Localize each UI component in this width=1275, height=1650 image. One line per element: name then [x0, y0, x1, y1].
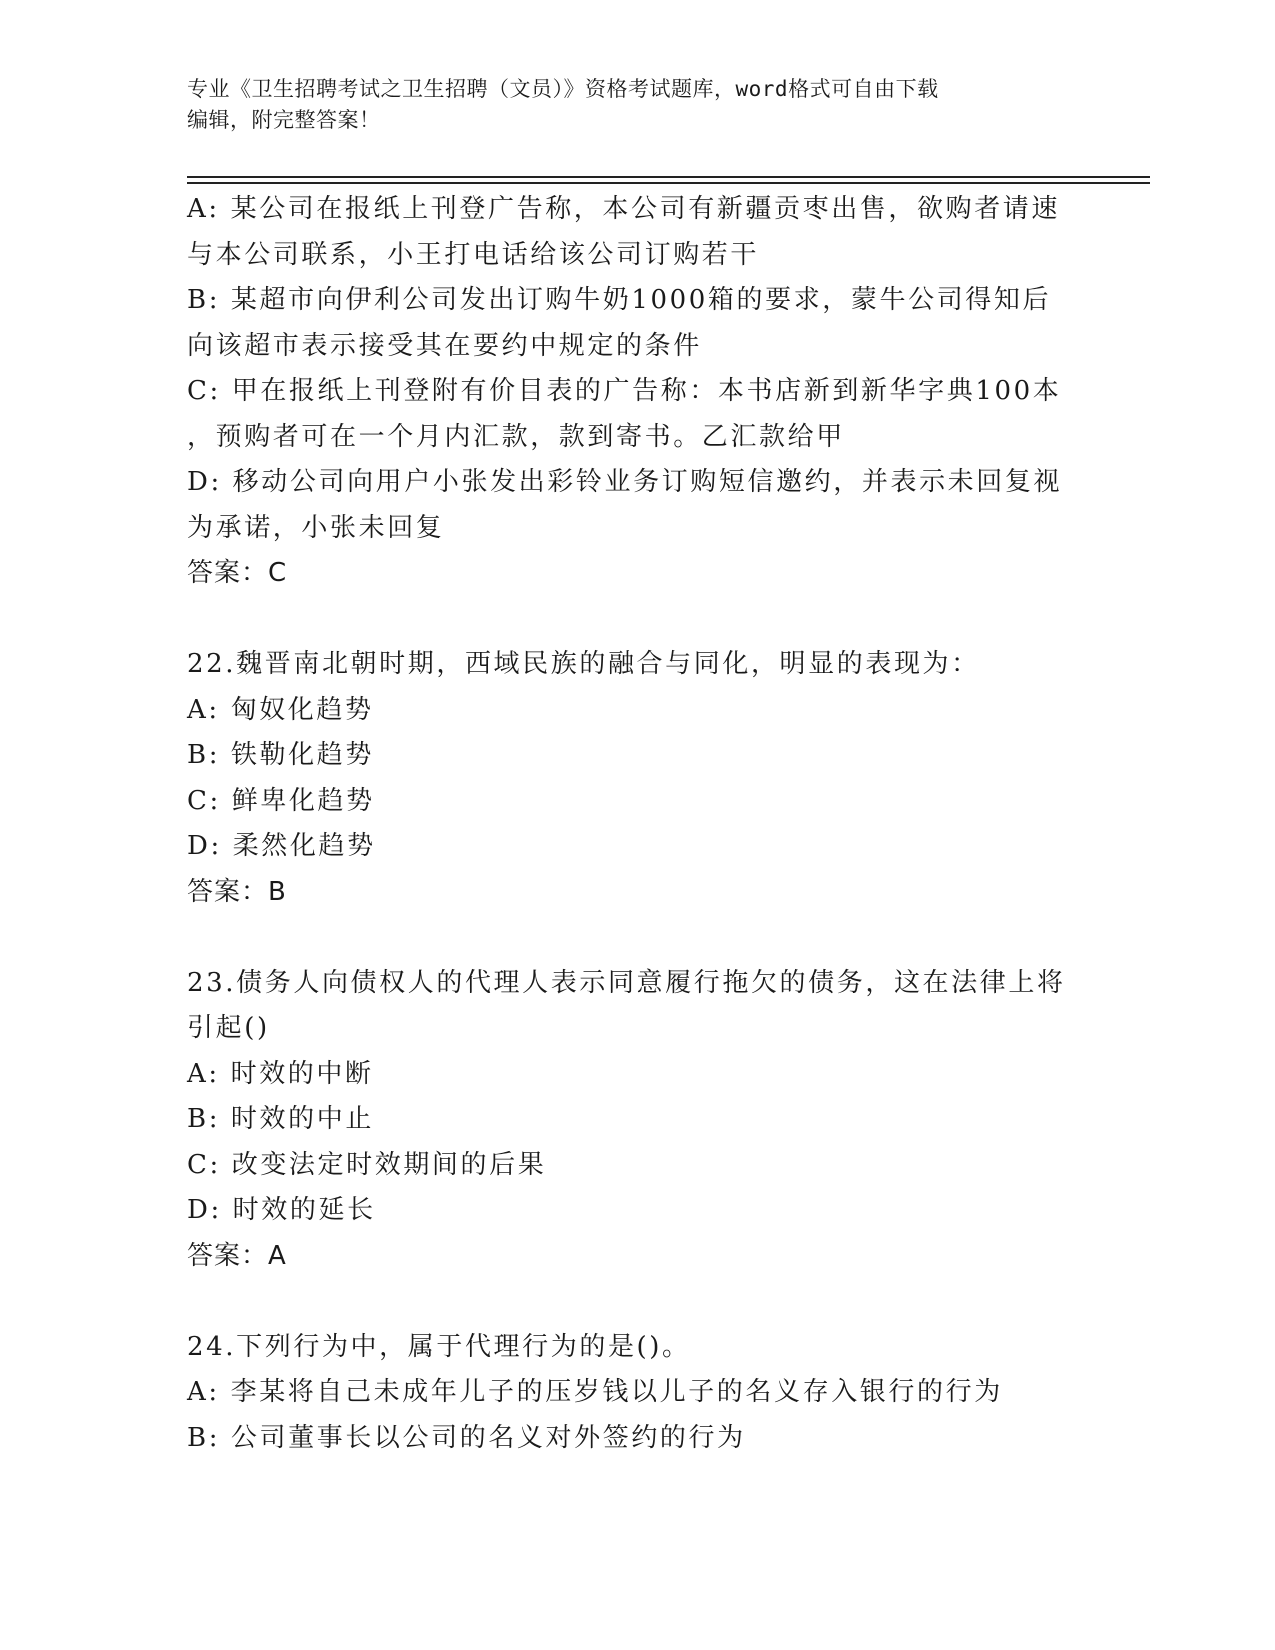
- option-c: C: 鲜卑化趋势: [187, 785, 375, 816]
- question-22-block: [187, 642, 1087, 915]
- header-divider-top: [187, 176, 1150, 178]
- question-23-block: [187, 961, 1087, 1280]
- header-divider-bottom: [187, 182, 1150, 184]
- question-21-block: [187, 187, 1087, 597]
- spacer: [187, 915, 1087, 961]
- option-b-line-1: B: 某超市向伊利公司发出订购牛奶1000箱的要求，蒙牛公司得知后: [187, 285, 1052, 315]
- option-b: B: 时效的中止: [187, 1104, 374, 1134]
- option-a-line-1: A: 某公司在报纸上刊登广告称，本公司有新疆贡枣出售，欲购者请速: [187, 194, 1061, 224]
- question-text: 22.魏晋南北朝时期，西域民族的融合与同化，明显的表现为：: [187, 649, 980, 679]
- option-b-line-2: 向该超市表示接受其在要约中规定的条件: [187, 330, 702, 361]
- option-c-line-2: ，预购者可在一个月内汇款，款到寄书。乙汇款给甲: [187, 421, 845, 452]
- question-text-line-2: 引起(): [187, 1013, 270, 1043]
- header-line-1: 专业《卫生招聘考试之卫生招聘（文员）》资格考试题库，word格式可自由下载: [187, 77, 939, 101]
- document-header: [187, 74, 1087, 136]
- option-c-line-1: C: 甲在报纸上刊登附有价目表的广告称：本书店新到新华字典100本: [187, 376, 1062, 406]
- option-d-line-2: 为承诺，小张未回复: [187, 512, 445, 543]
- option-a-line-2: 与本公司联系，小王打电话给该公司订购若干: [187, 239, 760, 270]
- answer-label: 答案：B: [187, 876, 287, 907]
- option-d: D: 时效的延长: [187, 1195, 376, 1225]
- answer-label: 答案：C: [187, 558, 288, 588]
- option-a: A: 匈奴化趋势: [187, 694, 374, 725]
- question-text: 24.下列行为中，属于代理行为的是()。: [187, 1331, 691, 1362]
- option-c: C: 改变法定时效期间的后果: [187, 1149, 547, 1180]
- header-line-2: 编辑，附完整答案！: [187, 108, 381, 132]
- answer-label: 答案：A: [187, 1240, 287, 1271]
- option-b: B: 公司董事长以公司的名义对外签约的行为: [187, 1422, 746, 1453]
- option-d: D: 柔然化趋势: [187, 831, 376, 861]
- option-a: A: 李某将自己未成年儿子的压岁钱以儿子的名义存入银行的行为: [187, 1377, 1003, 1407]
- spacer: [187, 1279, 1087, 1325]
- question-text-line-1: 23.债务人向债权人的代理人表示同意履行拖欠的债务，这在法律上将: [187, 967, 1066, 998]
- option-d-line-1: D: 移动公司向用户小张发出彩铃业务订购短信邀约，并表示未回复视: [187, 467, 1063, 497]
- question-24-block: [187, 1325, 1087, 1462]
- option-b: B: 铁勒化趋势: [187, 740, 374, 770]
- option-a: A: 时效的中断: [187, 1058, 374, 1089]
- question-list: [187, 187, 1087, 1461]
- spacer: [187, 597, 1087, 643]
